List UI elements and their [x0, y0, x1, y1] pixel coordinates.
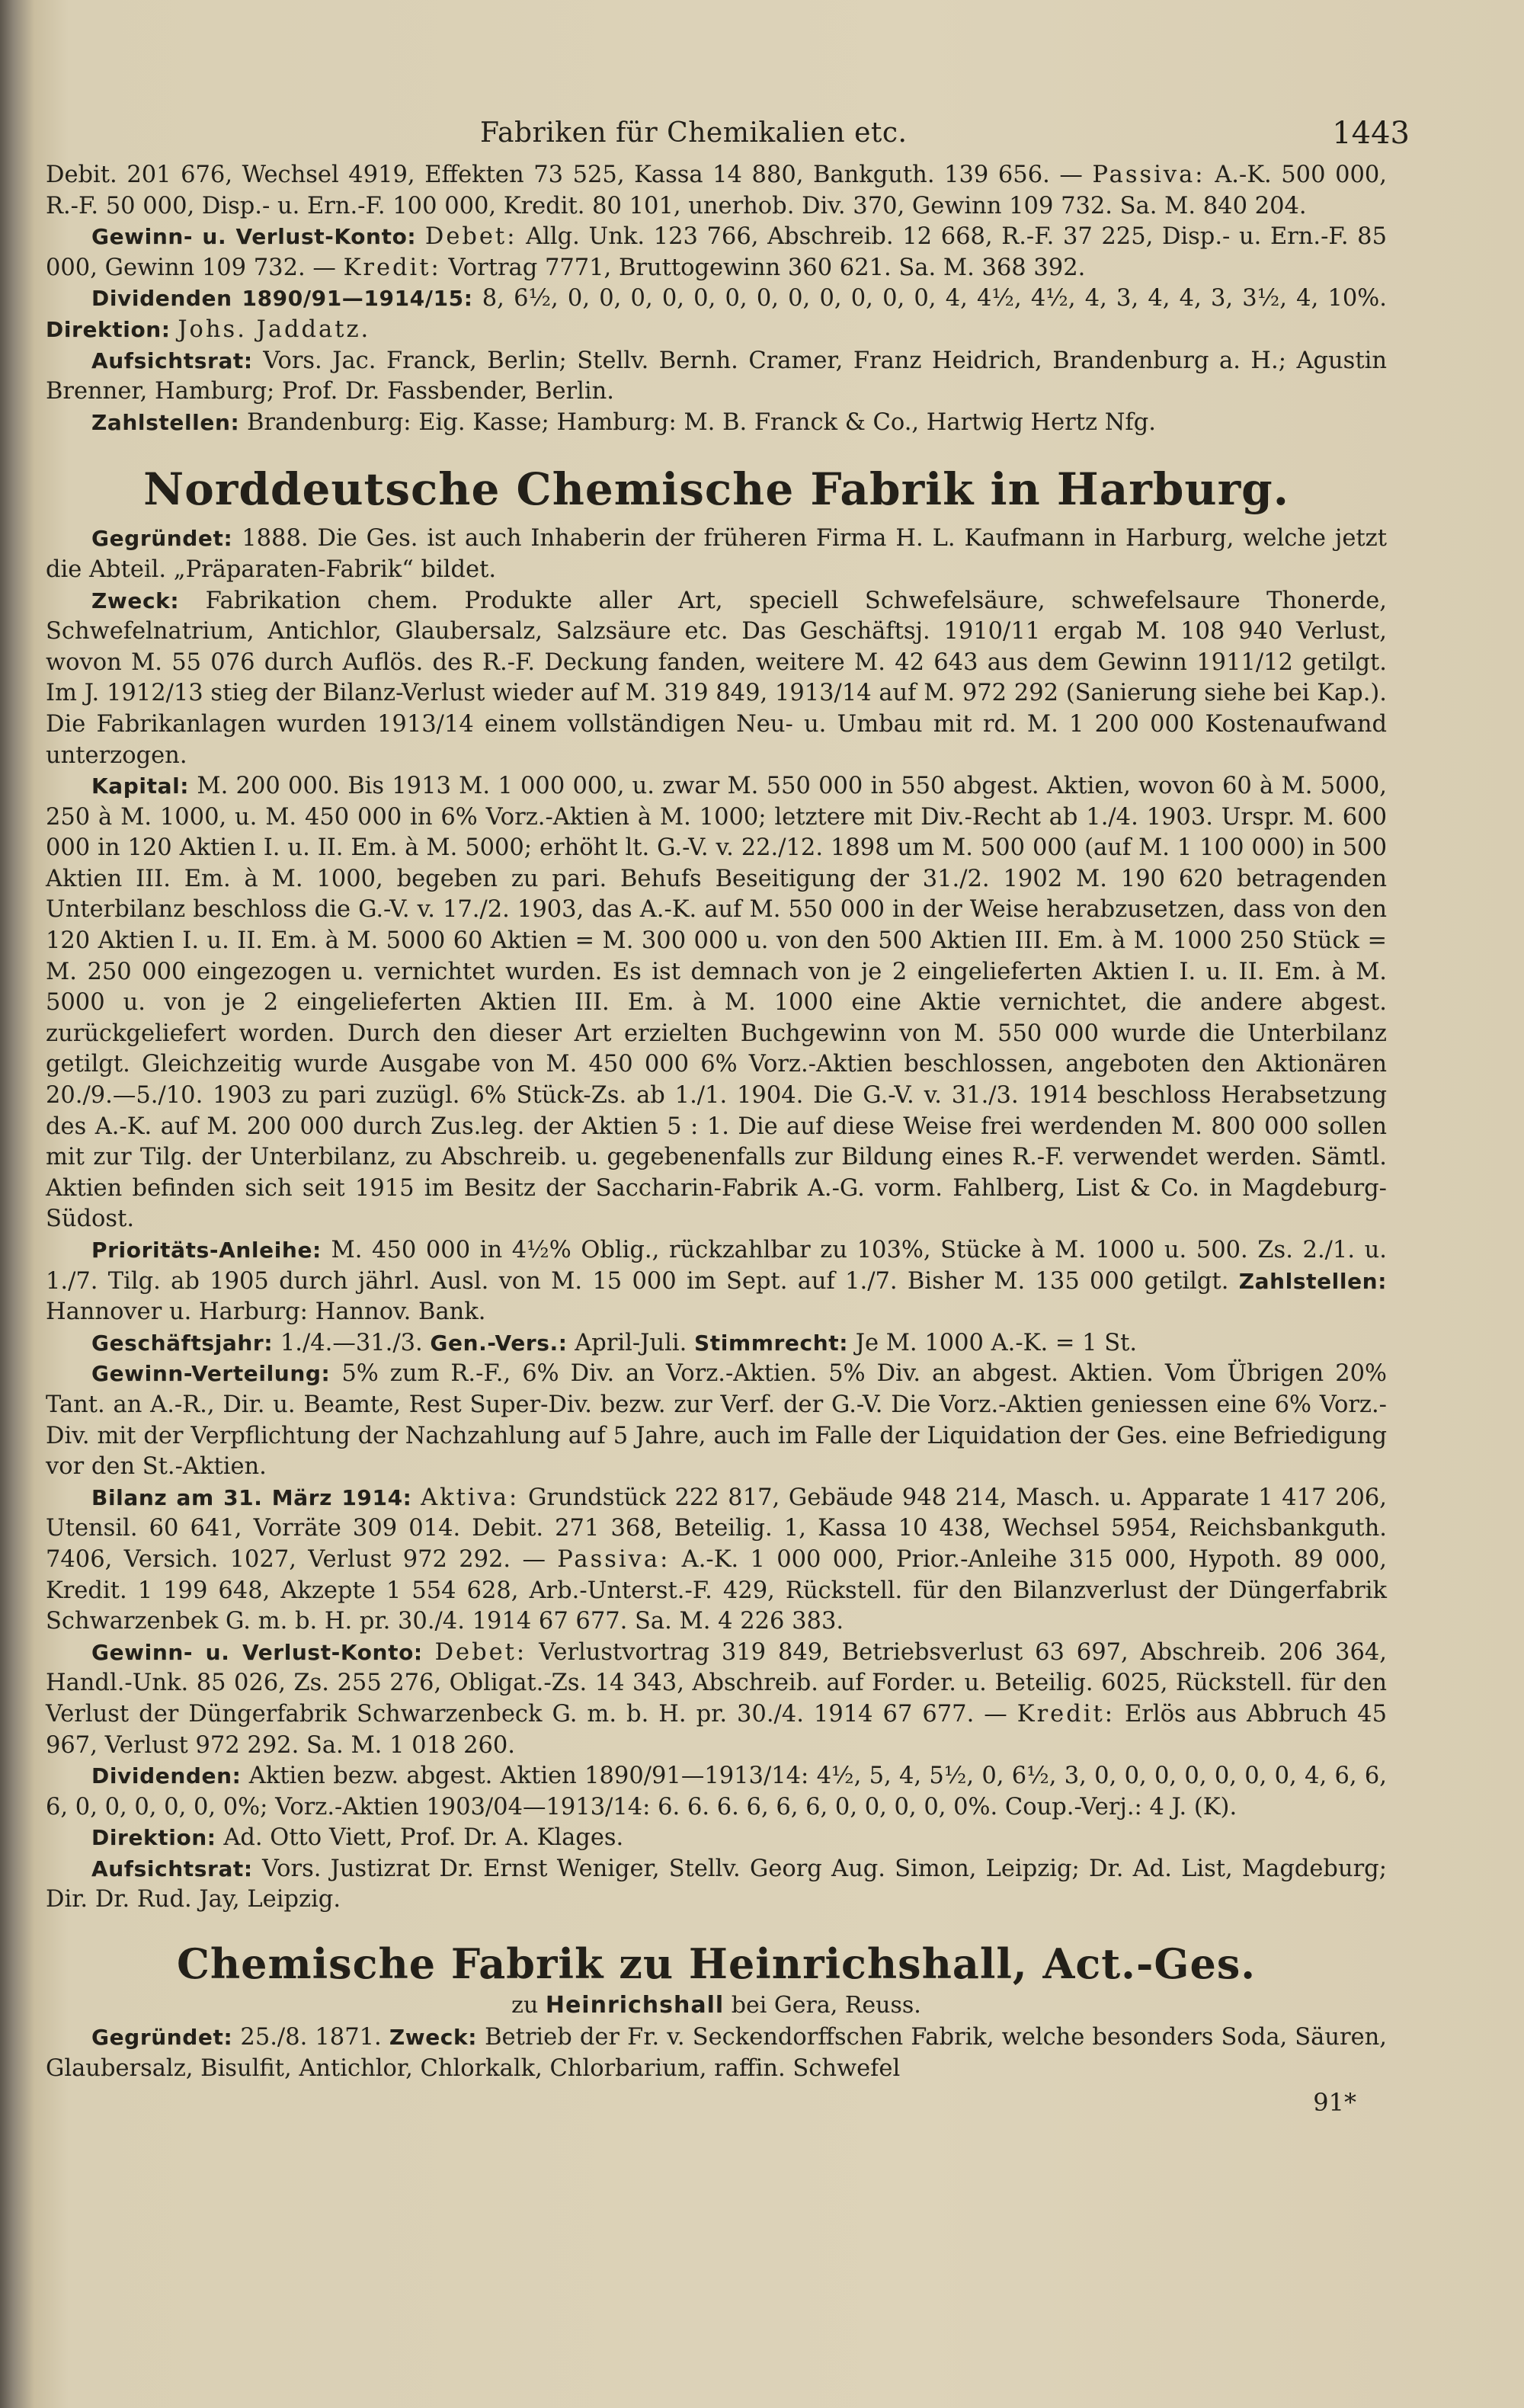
- entry1-gegruendet-label: Gegründet:: [91, 526, 233, 552]
- entry1-prior-label: Prioritäts-Anleihe:: [91, 1238, 322, 1263]
- page-number: 1443: [1332, 116, 1410, 151]
- prev-passiva: A.-K. 500 000, R.-F. 50 000, Disp.- u. Ern.-F. 100 000, Kredit. 80 101, unerhob. Div. 370, Gewinn 109 732. Sa. M. 840 204.: [46, 162, 1387, 219]
- prev-gv-debet-label: Debet:: [424, 223, 517, 251]
- entry1-passiva-text: A.-K. 1 000 000, Prior.-Anleihe 315 000, Hypoth. 89 000, Kredit. 1 199 648, Akzepte 1 554 628, Arb.-Unterst.-F. 429, Rückstell. für den Bilanzverlust der Düngerfabrik Schwarzenbek G. m. b. H. pr. 30./4. 1914 67 677. Sa. M. 4 226 383.: [46, 1545, 1387, 1635]
- entry1-prior-text: M. 450 000 in 4½% Oblig., rückzahlbar zu 103%, Stücke à M. 1000 u. 500. Zs. 2./1. u. 1./7. Tilg. ab 1905 durch jährl. Ausl. von M. 15 000 im Sept. auf 1./7. Bisher M. 135 000 getilgt.: [46, 1237, 1387, 1295]
- prev-debit: Debit. 201 676, Wechsel 4919, Effekten 73 525, Kassa 14 880, Bankguth. 139 656. —: [46, 162, 1083, 188]
- prev-gv-label: Gewinn- u. Verlust-Konto:: [91, 224, 417, 250]
- entry1-aktiva-label: Aktiva:: [421, 1484, 520, 1511]
- prev-aufsichtsrat-text: Vors. Jac. Franck, Berlin; Stellv. Bernh. Cramer, Franz Heidrich, Brandenburg a. H.; Agustin Brenner, Hamburg; Prof. Dr. Fassbender, Berlin.: [46, 347, 1387, 405]
- entry1-bilanz: [46, 1483, 1387, 1638]
- entry1-aufsichtsrat-label: Aufsichtsrat:: [91, 1856, 253, 1881]
- entry2-sub-pre: zu: [511, 1992, 539, 2019]
- entry2-sub-post: bei Gera, Reuss.: [731, 1992, 921, 2019]
- entry1-guv-kredit-label: Kredit:: [1017, 1700, 1116, 1728]
- entry1-direktion-label: Direktion:: [91, 1825, 216, 1851]
- entry1-direktion-text: Ad. Otto Viett, Prof. Dr. A. Klages.: [223, 1824, 624, 1852]
- entry1-div-label: Dividenden:: [91, 1763, 242, 1789]
- prev-aufsichtsrat: [46, 346, 1387, 408]
- entry1-gewinn-verteilung: [46, 1359, 1387, 1482]
- entry2-gegruendet-text: 25./8. 1871.: [240, 2024, 382, 2051]
- prev-gv-kredit-label: Kredit:: [343, 254, 441, 281]
- entry2-title: Chemische Fabrik zu Heinrichshall, Act.-Ges.: [176, 1939, 1257, 1989]
- entry1-aufsichtsrat-text: Vors. Justizrat Dr. Ernst Weniger, Stellv. Georg Aug. Simon, Leipzig; Dr. Ad. List, Magdeburg; Dir. Dr. Rud. Jay, Leipzig.: [46, 1855, 1387, 1913]
- entry2-subtitle: [46, 1989, 1387, 2022]
- entry2-zweck-text: Betrieb der Fr. v. Seckendorffschen Fabrik, welche besonders Soda, Säuren, Glaubersalz, Bisulfit, Antichlor, Chlorkalk, Chlorbarium, raffin. Schwefel: [46, 2024, 1387, 2082]
- entry1-verteil-text: 5% zum R.-F., 6% Div. an Vorz.-Aktien. 5% Div. an abgest. Aktien. Vom Übrigen 20% Tant. an A.-R., Dir. u. Beamte, Rest Super-Div. bezw. zur Verf. der G.-V. Die Vorz.-Aktien geniessen eine 6% Vorz.-Div. mit der Verpflichtung der Nachzahlung auf 5 Jahre, auch im Falle der Liquidation der Ges. eine Befriedigung vor den St.-Aktien.: [46, 1360, 1387, 1481]
- entry1-zweck-label: Zweck:: [91, 588, 180, 613]
- entry1-direktion: [46, 1823, 1387, 1854]
- prev-dividenden: [46, 283, 1387, 345]
- entry1-dividenden: [46, 1761, 1387, 1823]
- entry1-aufsichtsrat: [46, 1854, 1387, 1916]
- prev-zahlstellen-label: Zahlstellen:: [91, 409, 240, 435]
- entry1-gj-label: Geschäftsjahr:: [91, 1330, 274, 1356]
- entry1-div-text: Aktien bezw. abgest. Aktien 1890/91—1913/14: 4½, 5, 4, 5½, 0, 6½, 3, 0, 0, 0, 0, 0, 0, 0, 4, 6, 6, 6, 0, 0, 0, 0, 0, 0%; Vorz.-Aktien 1903/04—1913/14: 6. 6. 6. 6, 6, 6, 0, 0, 0, 0, 0%. Coup.-Verj.: 4 J. (K).: [46, 1763, 1387, 1820]
- prev-div-label: Dividenden 1890/91—1914/15:: [91, 286, 473, 312]
- prev-direktion: Johs. Jaddatz.: [178, 315, 371, 343]
- entry1-guv: [46, 1638, 1387, 1761]
- entry1-aktiva-text: Grundstück 222 817, Gebäude 948 214, Masch. u. Apparate 1 417 206, Utensil. 60 641, Vorräte 309 014. Debit. 271 368, Beteilig. 1, Kassa 10 438, Wechsel 5954, Reichsbankguth. 7406, Versich. 1027, Verlust 972 292. —: [46, 1484, 1388, 1573]
- entry1-verteil-label: Gewinn-Verteilung:: [91, 1361, 331, 1387]
- entry1-gv-text: April-Juli.: [575, 1329, 687, 1356]
- entry2-sub-place: Heinrichshall: [545, 1992, 725, 2019]
- entry1-kapital: [46, 771, 1387, 1235]
- entry1-bilanz-label: Bilanz am 31. März 1914:: [91, 1484, 412, 1510]
- entry1-stimm-label: Stimmrecht:: [694, 1330, 849, 1356]
- entry1-zweck: [46, 586, 1387, 772]
- entry1-prioritaet: [46, 1235, 1387, 1328]
- entry1-kapital-text: M. 200 000. Bis 1913 M. 1 000 000, u. zwar M. 550 000 in 550 abgest. Aktien, wovon 60 à M. 5000, 250 à M. 1000, u. M. 450 000 in 6% Vorz.-Aktien à M. 1000; letztere mit Div.-Recht ab 1./4. 1903. Urspr. M. 600 000 in 120 Aktien I. u. II. Em. à M. 5000; erhöht lt. G.-V. v. 22./12. 1898 um M. 500 000 (auf M. 1 100 000) in 500 Aktien III. Em. à M. 1000, begeben zu pari. Behufs Beseitigung der 31./2. 1902 M. 190 620 betragenden Unterbilanz beschloss die G.-V. v. 17./2. 1903, das A.-K. auf M. 550 000 in der Weise herabzusetzen, dass von den 120 Aktien I. u. II. Em. à M. 5000 60 Aktien = M. 300 000 u. von den 500 Aktien III. Em. à M. 1000 250 Stück = M. 250 000 eingezogen u. vernichtet wurden. Es ist demnach von je 2 eingelieferten Aktien I. u. II. Em. à M. 5000 u. von je 2 eingelieferten Aktien III. Em. à M. 1000 eine Aktie vernichtet, die andere abgest. zurückgeliefert worden. Durch den dieser Art erzielten Buchgewinn von M. 550 000 wurde die Unterbilanz getilgt. Gleichzeitig wurde Ausgabe von M. 450 000 6% Vorz.-Aktien beschlossen, angeboten den Aktionären 20./9.—5./10. 1903 zu pari zuzügl. 6% Stück-Zs. ab 1./1. 1904. Die G.-V. v. 31./3. 1914 beschloss Herabsetzung des A.-K. auf M. 200 000 durch Zus.leg. der Aktien 5 : 1. Die auf diese Weise frei werdenden M. 800 000 sollen mit zur Tilg. der Unterbilanz, zu Abschreib. u. gegebenenfalls zur Bildung eines R.-F. verwendet werden. Sämtl. Aktien befinden sich seit 1915 im Besitz der Saccharin-Fabrik A.-G. vorm. Fahlberg, List & Co. in Magdeburg-Südost.: [46, 773, 1387, 1233]
- prev-balance: [46, 160, 1387, 222]
- entry1-guv-kredit-text: Erlös aus Abbruch 45 967, Verlust 972 292. Sa. M. 1 018 260.: [46, 1700, 1387, 1759]
- entry1-guv-debet-text: Verlustvortrag 319 849, Betriebsverlust 63 697, Abschreib. 206 364, Handl.-Unk. 85 026, Zs. 255 276, Obligat.-Zs. 14 343, Abschreib. auf Forder. u. Beteilig. 6025, Rückstell. für den Verlust der Düngerfabrik Schwarzenbeck G. m. b. H. pr. 30./4. 1914 67 677. —: [46, 1638, 1387, 1728]
- entry1-gegruendet-text: 1888. Die Ges. ist auch Inhaberin der früheren Firma H. L. Kaufmann in Harburg, welche jetzt die Abteil. „Präparaten-Fabrik“ bildet.: [46, 525, 1387, 583]
- entry1-guv-debet-label: Debet:: [434, 1638, 527, 1666]
- prev-gv-kredit: Vortrag 7771, Bruttogewinn 360 621. Sa. M. 368 392.: [448, 254, 1086, 281]
- entry1-gv-label: Gen.-Vers.:: [430, 1330, 568, 1356]
- entry1-gj-text: 1./4.—31./3.: [280, 1329, 423, 1356]
- entry1-prior-zahl-label: Zahlstellen:: [1238, 1268, 1387, 1294]
- prev-zahlstellen: [46, 408, 1387, 439]
- prev-gv: [46, 222, 1387, 283]
- running-head: Fabriken für Chemikalien etc.: [480, 117, 908, 149]
- page-header: [46, 107, 1410, 160]
- entry1-title: Norddeutsche Chemische Fabrik in Harburg.: [143, 463, 1289, 516]
- entry2-gegruendet-zweck: [46, 2022, 1387, 2084]
- prev-direktion-label: Direktion:: [46, 316, 171, 342]
- sheet-mark: 91*: [1313, 2088, 1356, 2118]
- prev-gv-debet: Allg. Unk. 123 766, Abschreib. 12 668, R.-F. 37 225, Disp.- u. Ern.-F. 85 000, Gewinn 109 732. —: [46, 223, 1387, 281]
- prev-passiva-label: Passiva:: [1092, 162, 1205, 188]
- entry1-prior-zahl-text: Hannover u. Harburg: Hannov. Bank.: [46, 1298, 486, 1326]
- prev-div: 8, 6½, 0, 0, 0, 0, 0, 0, 0, 0, 0, 0, 0, 0, 4, 4½, 4½, 4, 3, 4, 4, 3, 3½, 4, 10%.: [482, 285, 1387, 312]
- entry1-stimm-text: Je M. 1000 A.-K. = 1 St.: [855, 1329, 1138, 1356]
- entry1-zweck-text: Fabrikation chem. Produkte aller Art, speciell Schwefelsäure, schwefelsaure Thonerde, Schwefelnatrium, Antichlor, Glaubersalz, Salzsäure etc. Das Geschäftsj. 1910/11 ergab M. 108 940 Verlust, wovon M. 55 076 durch Auflös. des R.-F. Deckung fanden, weitere M. 42 643 aus dem Gewinn 1911/12 getilgt. Im J. 1912/13 stieg der Bilanz-Verlust wieder auf M. 319 849, 1913/14 auf M. 972 292 (Sanierung siehe bei Kap.). Die Fabrikanlagen wurden 1913/14 einem vollständigen Neu- u. Umbau mit rd. M. 1 200 000 Kostenaufwand unterzogen.: [46, 587, 1387, 769]
- entry1-kapital-label: Kapital:: [91, 773, 190, 799]
- entry1-geschaeftsjahr: [46, 1328, 1387, 1359]
- entry1-guv-label: Gewinn- u. Verlust-Konto:: [91, 1639, 423, 1665]
- entry2-zweck-label: Zweck:: [389, 2025, 478, 2051]
- entry1-passiva-label: Passiva:: [557, 1545, 671, 1573]
- entry2-gegruendet-label: Gegründet:: [91, 2025, 233, 2051]
- entry1-gegruendet: [46, 524, 1387, 585]
- prev-aufsichtsrat-label: Aufsichtsrat:: [91, 347, 253, 373]
- prev-zahlstellen-text: Brandenburg: Eig. Kasse; Hamburg: M. B. Franck & Co., Hartwig Hertz Nfg.: [247, 408, 1156, 436]
- content: [46, 107, 1410, 2118]
